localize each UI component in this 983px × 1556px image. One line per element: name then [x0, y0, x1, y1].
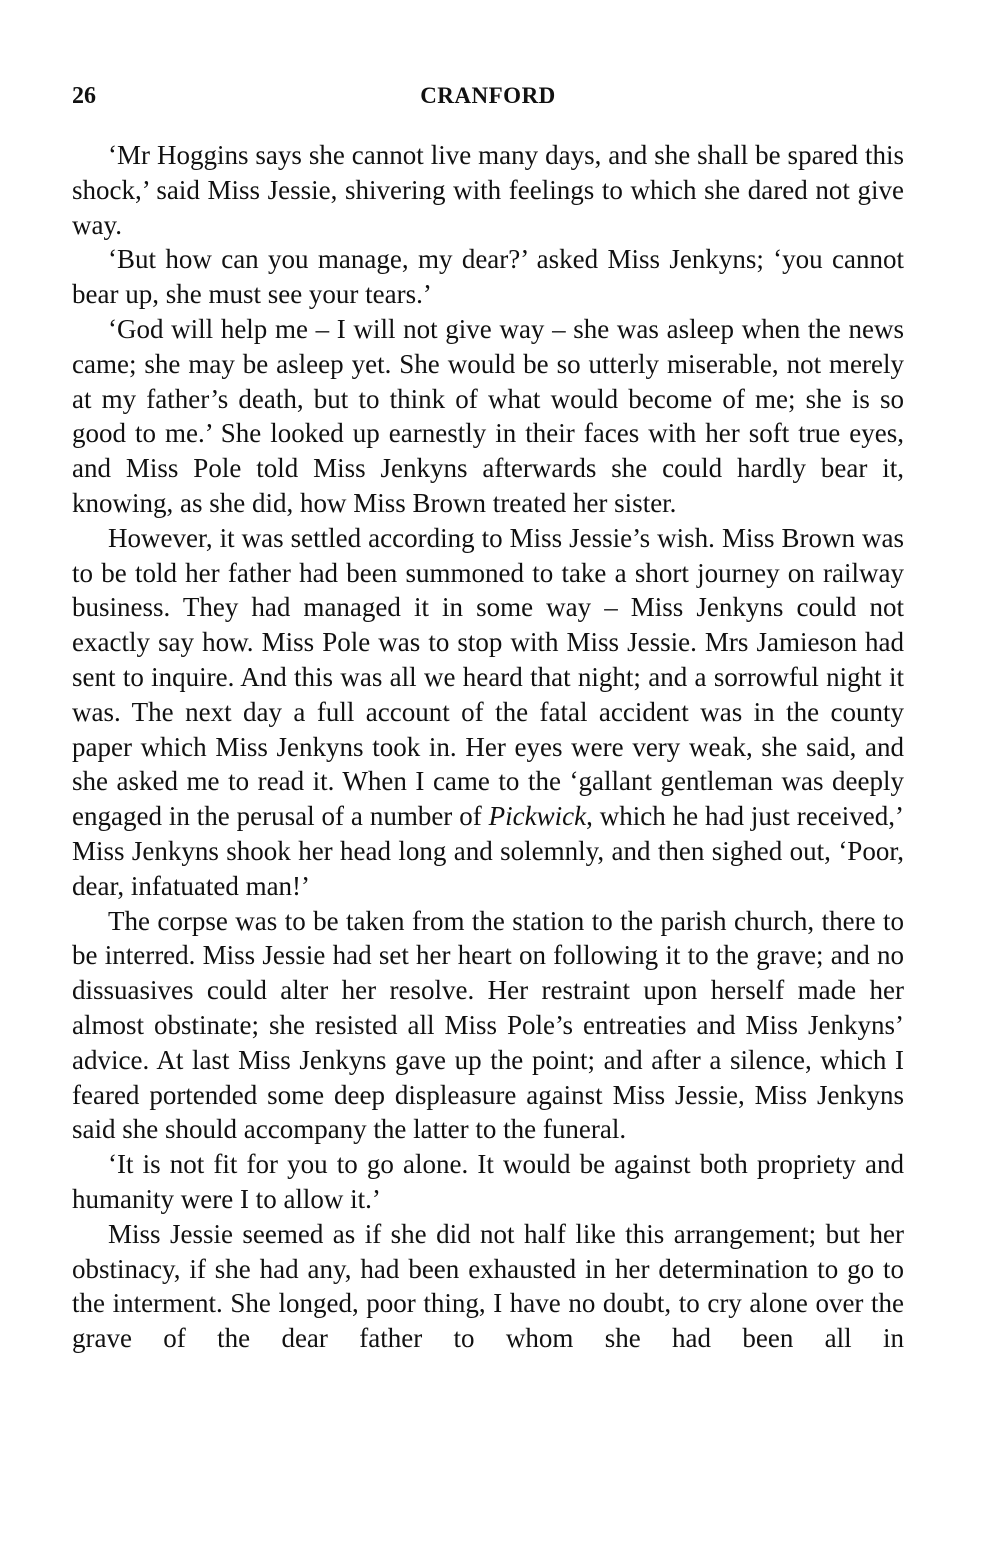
running-head: [72, 80, 904, 112]
paragraph: The corpse was to be taken from the station to the parish church, there to be interred. Miss Jessie had set her heart on following it to the grave; and no dissuasives could alter her resolve. Her restraint upon herself made her almost obstinate; she resisted all Miss Pole’s entreaties and Miss Jenkyns’ advice. At last Miss Jenkyns gave up the point; and after a silence, which I feared portended some deep displeasure against Miss Jessie, Miss Jenkyns said she should accompany the latter to the funeral.: [72, 905, 904, 1145]
page-number: 26: [72, 83, 96, 109]
paragraph-text: However, it was settled according to Miss Jessie’s wish. Miss Brown was to be told her father had been summoned to take a short journey on railway business. They had managed it in some way – Miss Jenkyns could not exactly say how. Miss Pole was to stop with Miss Jessie. Mrs Jamieson had sent to inquire. And this was all we heard that night; and a sorrowful night it was. The next day a full account of the fatal accident was in the county paper which Miss Jenkyns took in. Her eyes were very weak, she said, and she asked me to read it. When I came to the ‘gallant gentleman was deeply engaged in the perusal of a number of: [72, 522, 904, 832]
paragraph: ‘But how can you manage, my dear?’ asked Miss Jenkyns; ‘you cannot bear up, she must see your tears.’: [72, 244, 904, 310]
paragraph: ‘It is not fit for you to go alone. It would be against both propriety and humanity were I to allow it.’: [72, 1149, 904, 1214]
paragraph: ‘Mr Hoggins says she cannot live many days, and she shall be spared this shock,’ said Miss Jessie, shivering with feelings to which she dared not give way.: [72, 140, 904, 240]
book-title-italic: Pickwick: [488, 801, 587, 832]
paragraph: Miss Jessie seemed as if she did not half like this arrangement; but her obstinacy, if she had any, had been exhausted in her determination to go to the interment. She longed, poor thing, I have no doubt, to cry alone over the grave of the dear father to whom she had been all in: [72, 1218, 904, 1354]
paragraph-text: , which he had just received,’ Miss Jenkyns shook her head long and solemnly, and then sighed out, ‘Poor, dear, infatuated man!’: [72, 801, 904, 901]
running-title: CRANFORD: [420, 83, 556, 108]
paragraph: [72, 521, 904, 904]
paragraph: ‘God will help me – I will not give way – she was asleep when the news came; she may be asleep yet. She would be so utterly miserable, not merely at my father’s death, but to think of what would become of me; she is so good to me.’ She looked up earnestly in their faces with her soft true eyes, and Miss Pole told Miss Jenkyns afterwards she could hardly bear it, knowing, as she did, how Miss Brown treated her sister.: [72, 313, 904, 518]
body-text: [72, 138, 904, 1356]
